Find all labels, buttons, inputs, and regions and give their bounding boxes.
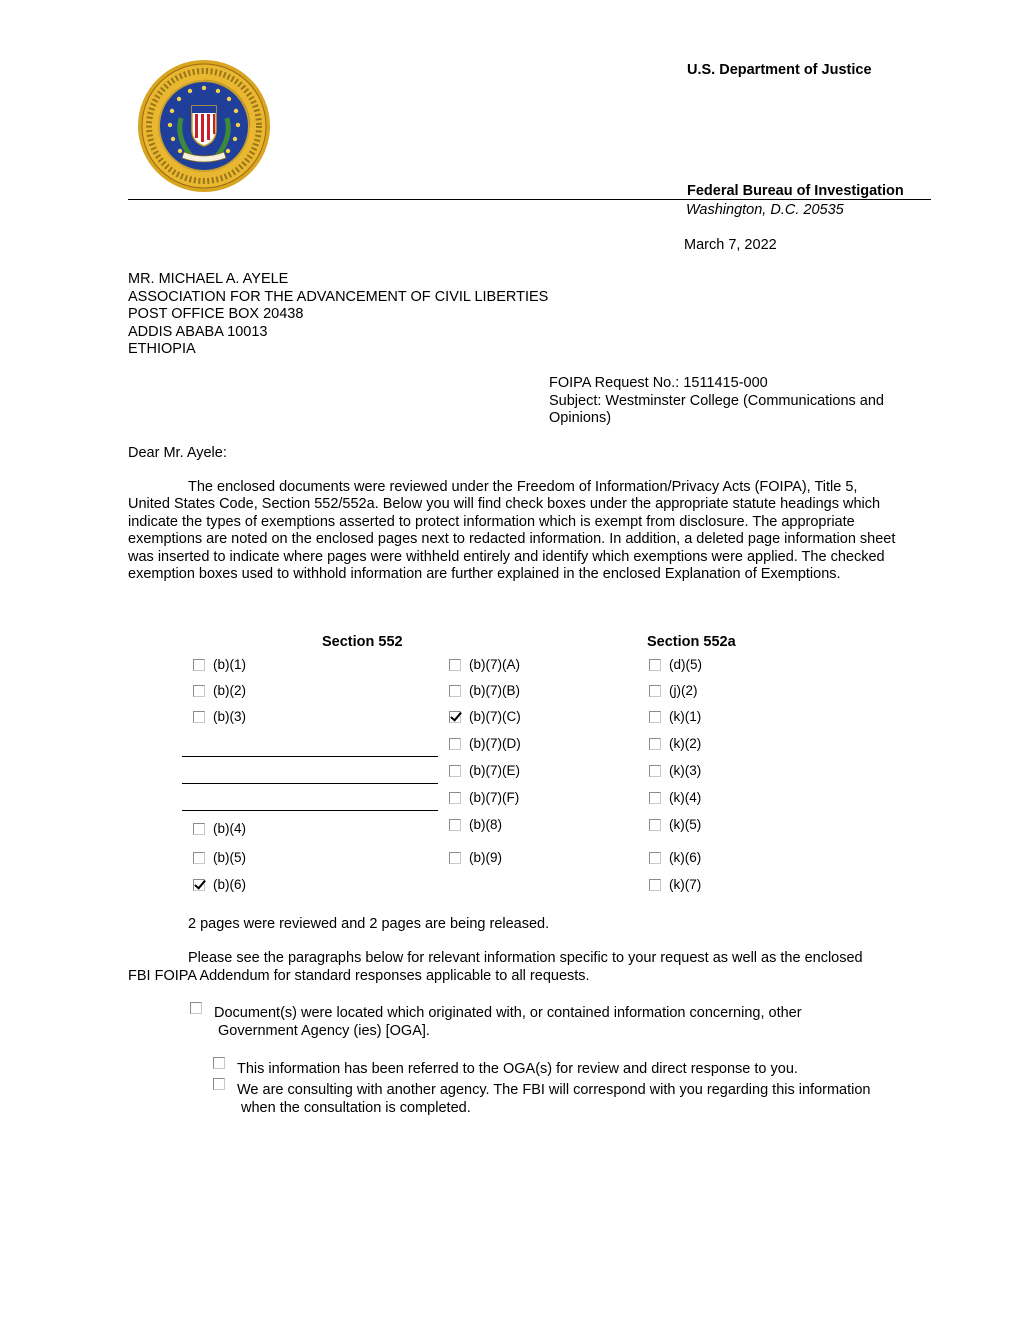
checkbox[interactable] xyxy=(449,819,461,831)
oga-consult-line2: when the consultation is completed. xyxy=(241,1099,471,1116)
checkbox[interactable] xyxy=(193,685,205,697)
exemption-b7c[interactable]: (b)(7)(C) xyxy=(449,709,521,724)
request-subject-line2: Opinions) xyxy=(549,410,612,426)
request-info xyxy=(549,375,884,428)
checkbox[interactable] xyxy=(649,765,661,777)
checkbox[interactable] xyxy=(649,738,661,750)
fbi-seal-icon xyxy=(136,58,272,194)
oga-referred-text: This information has been referred to the OGA(s) for review and direct response to you. xyxy=(237,1061,798,1077)
oga-consult-option[interactable] xyxy=(213,1078,233,1090)
exemption-b3[interactable]: (b)(3) xyxy=(193,709,246,724)
checkbox[interactable] xyxy=(649,792,661,804)
checkbox[interactable] xyxy=(449,738,461,750)
exemption-b5[interactable]: (b)(5) xyxy=(193,850,246,865)
see-paragraph xyxy=(128,950,908,985)
see-paragraph-line2: FBI FOIPA Addendum for standard responses applicable to all requests. xyxy=(128,967,590,984)
pages-statement: 2 pages were reviewed and 2 pages are being released. xyxy=(188,916,550,932)
checkbox[interactable] xyxy=(193,823,205,835)
checkbox[interactable] xyxy=(213,1078,225,1090)
checkbox[interactable] xyxy=(449,852,461,864)
exemption-j2[interactable]: (j)(2) xyxy=(649,683,698,698)
recipient-po-box: POST OFFICE BOX 20438 xyxy=(128,306,304,322)
checkbox-checked[interactable] xyxy=(449,711,461,723)
body-paragraph: The enclosed documents were reviewed under the Freedom of Information/Privacy Acts (FOIPA), Title 5, United States Code, Section 552/552a. Below you will find check boxes under the appropriate statute headings which indicate the types of exemptions asserted to protect information which is exempt from disclosure. The appropriate exemptions are noted on the enclosed pages next to redacted information. In addition, a deleted page information sheet was inserted to indicate where pages were withheld entirely and identify which exemptions were applied. The checked exemption boxes used to withhold information are further explained in the enclosed Explanation of Exemptions. xyxy=(128,479,896,583)
checkbox-checked[interactable] xyxy=(193,879,205,891)
exemption-b7b[interactable]: (b)(7)(B) xyxy=(449,683,520,698)
recipient-address xyxy=(128,271,548,359)
oga-located-text xyxy=(214,1005,802,1040)
exemption-b2[interactable]: (b)(2) xyxy=(193,683,246,698)
exemption-k6[interactable]: (k)(6) xyxy=(649,850,701,865)
checkbox[interactable] xyxy=(449,659,461,671)
exemption-b6[interactable]: (b)(6) xyxy=(193,877,246,892)
exemption-b9[interactable]: (b)(9) xyxy=(449,850,502,865)
recipient-city: ADDIS ABABA 10013 xyxy=(128,323,268,340)
blank-line xyxy=(182,783,438,784)
exemption-k4[interactable]: (k)(4) xyxy=(649,790,701,805)
oga-consult-line1: We are consulting with another agency. The FBI will correspond with you regarding this information xyxy=(237,1082,871,1098)
checkbox[interactable] xyxy=(193,659,205,671)
checkbox[interactable] xyxy=(649,879,661,891)
blank-line xyxy=(182,756,438,757)
exemption-b7f[interactable]: (b)(7)(F) xyxy=(449,790,519,805)
section-552a-heading: Section 552a xyxy=(647,634,736,650)
exemption-b7e[interactable]: (b)(7)(E) xyxy=(449,763,520,778)
recipient-country: ETHIOPIA xyxy=(128,341,196,357)
exemption-k1[interactable]: (k)(1) xyxy=(649,709,701,724)
oga-located-line1: Document(s) were located which originated with, or contained information concerning, other xyxy=(214,1005,802,1021)
checkbox[interactable] xyxy=(649,819,661,831)
exemption-k5[interactable]: (k)(5) xyxy=(649,817,701,832)
recipient-organization: ASSOCIATION FOR THE ADVANCEMENT OF CIVIL LIBERTIES xyxy=(128,288,549,305)
request-number: FOIPA Request No.: 1511415-000 xyxy=(549,375,768,391)
oga-referred-option[interactable] xyxy=(213,1057,233,1069)
exemption-k3[interactable]: (k)(3) xyxy=(649,763,701,778)
checkbox[interactable] xyxy=(649,659,661,671)
checkbox[interactable] xyxy=(190,1002,202,1014)
exemption-b8[interactable]: (b)(8) xyxy=(449,817,502,832)
blank-line xyxy=(182,810,438,811)
letterhead-divider xyxy=(128,199,931,200)
exemption-b4[interactable]: (b)(4) xyxy=(193,821,246,836)
exemption-b7a[interactable]: (b)(7)(A) xyxy=(449,657,520,672)
exemption-k2[interactable]: (k)(2) xyxy=(649,736,701,751)
checkbox[interactable] xyxy=(649,711,661,723)
checkbox[interactable] xyxy=(649,685,661,697)
checkbox[interactable] xyxy=(449,765,461,777)
recipient-name: MR. MICHAEL A. AYELE xyxy=(128,271,289,287)
exemption-b7d[interactable]: (b)(7)(D) xyxy=(449,736,521,751)
department-name: U.S. Department of Justice xyxy=(687,62,872,78)
bureau-name: Federal Bureau of Investigation xyxy=(687,183,904,199)
checkbox[interactable] xyxy=(193,852,205,864)
salutation: Dear Mr. Ayele: xyxy=(128,445,227,461)
oga-located-line2: Government Agency (ies) [OGA]. xyxy=(218,1022,430,1039)
checkbox[interactable] xyxy=(449,685,461,697)
exemption-b1[interactable]: (b)(1) xyxy=(193,657,246,672)
checkbox[interactable] xyxy=(649,852,661,864)
oga-located-option[interactable] xyxy=(190,1002,210,1014)
letter-date: March 7, 2022 xyxy=(684,237,777,253)
checkbox[interactable] xyxy=(449,792,461,804)
bureau-city: Washington, D.C. 20535 xyxy=(686,202,844,218)
oga-consult-text xyxy=(237,1082,871,1117)
checkbox[interactable] xyxy=(193,711,205,723)
section-552-heading: Section 552 xyxy=(322,634,403,650)
exemption-d5[interactable]: (d)(5) xyxy=(649,657,702,672)
see-paragraph-line1: Please see the paragraphs below for relevant information specific to your request as well as the enclosed xyxy=(188,950,863,966)
request-subject-line1: Subject: Westminster College (Communications and xyxy=(549,392,884,409)
checkbox[interactable] xyxy=(213,1057,225,1069)
exemption-k7[interactable]: (k)(7) xyxy=(649,877,701,892)
